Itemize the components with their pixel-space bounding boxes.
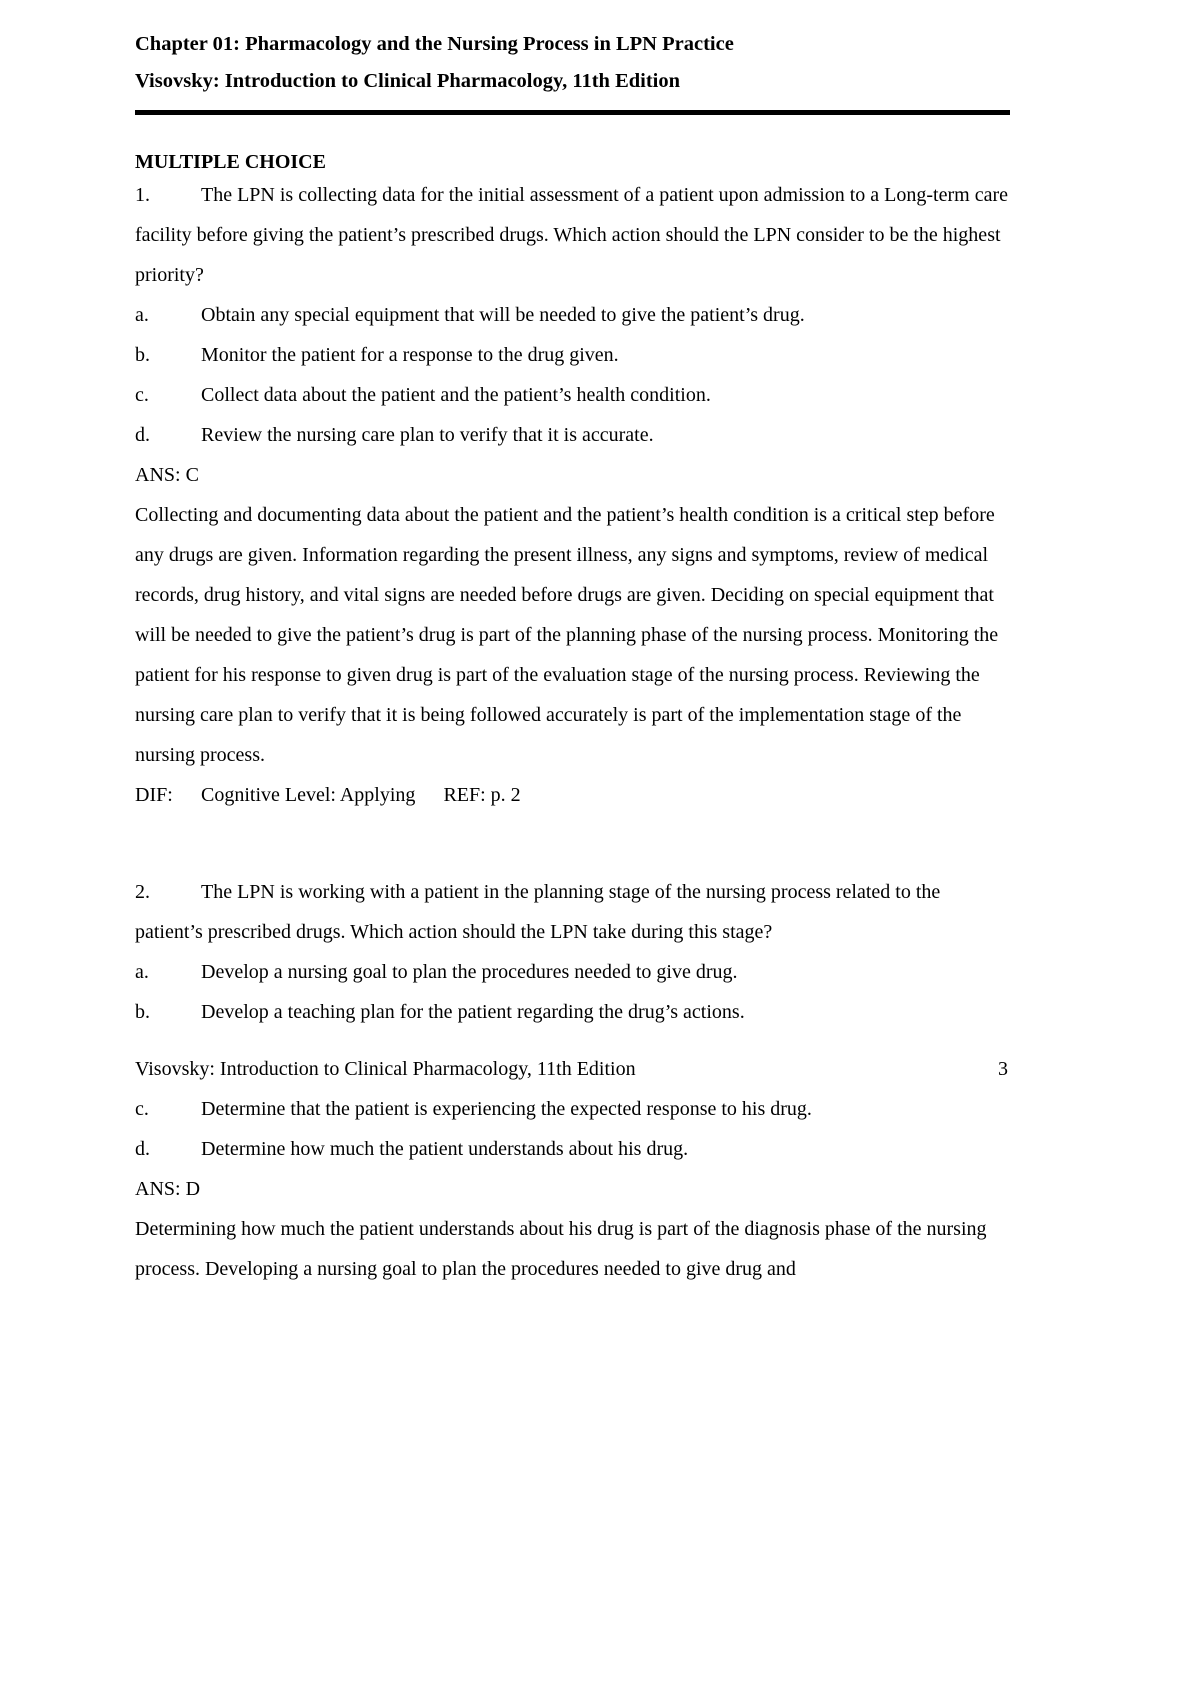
question-2-answer: ANS: D	[135, 1178, 201, 1200]
option-text: Obtain any special equipment that will be needed to give the patient’s drug.	[201, 304, 805, 326]
question-1-option-a	[135, 295, 1010, 335]
running-header	[135, 1049, 1010, 1089]
question-2-stem-text: The LPN is working with a patient in the planning stage of the nursing process related to the patient’s prescribed drugs. Which action should the LPN take during this stage?	[135, 881, 941, 943]
question-2-option-b	[135, 992, 1010, 1032]
option-letter: b.	[135, 344, 150, 366]
dif-value: Cognitive Level: Applying	[201, 784, 416, 806]
option-letter: d.	[135, 1138, 150, 1160]
question-1-dif-line	[135, 775, 1010, 815]
question-1-rationale: Collecting and documenting data about the patient and the patient’s health condition is a critical step before any drugs are given. Information regarding the present illness, any signs and symptoms, review of medical records, drug history, and vital signs are needed before drugs are given. Deciding on special equipment that will be needed to give the patient’s drug is part of the planning phase of the nursing process. Monitoring the patient for his response to given drug is part of the evaluation stage of the nursing process. Reviewing the nursing care plan to verify that it is being followed accurately is part of the implementation stage of the nursing process.	[135, 504, 999, 766]
question-2-stem	[135, 872, 1010, 952]
question-1-stem	[135, 175, 1010, 295]
document-header-line-1: Chapter 01: Pharmacology and the Nursing Process in LPN Practice	[135, 33, 734, 55]
option-text: Monitor the patient for a response to the drug given.	[201, 344, 619, 366]
question-1-stem-text: The LPN is collecting data for the initial assessment of a patient upon admission to a Long-term care facility before giving the patient’s prescribed drugs. Which action should the LPN consider to be the highest priority?	[135, 184, 1009, 286]
header-divider-rule	[135, 110, 1010, 115]
option-text: Develop a nursing goal to plan the procedures needed to give drug.	[201, 961, 738, 983]
ref-value: REF: p. 2	[443, 784, 521, 806]
section-title: MULTIPLE CHOICE	[135, 151, 326, 173]
question-2-option-c	[135, 1089, 1010, 1129]
option-letter: c.	[135, 1098, 149, 1120]
question-2-option-a	[135, 952, 1010, 992]
option-letter: b.	[135, 1001, 150, 1023]
option-letter: a.	[135, 304, 149, 326]
option-text: Determine that the patient is experiencing the expected response to his drug.	[201, 1098, 812, 1120]
option-letter: c.	[135, 384, 149, 406]
document-header-line-2: Visovsky: Introduction to Clinical Pharmacology, 11th Edition	[135, 70, 681, 92]
option-text: Develop a teaching plan for the patient regarding the drug’s actions.	[201, 1001, 745, 1023]
option-text: Determine how much the patient understands about his drug.	[201, 1138, 689, 1160]
question-1-answer: ANS: C	[135, 464, 199, 486]
question-1-number: 1.	[135, 184, 150, 206]
option-text: Collect data about the patient and the patient’s health condition.	[201, 384, 711, 406]
question-1-option-c	[135, 375, 1010, 415]
dif-label: DIF:	[135, 784, 173, 806]
question-1-option-b	[135, 335, 1010, 375]
question-2-rationale-partial: Determining how much the patient understands about his drug is part of the diagnosis phase of the nursing process. Developing a nursing goal to plan the procedures needed to give drug and	[135, 1218, 987, 1280]
question-2-option-d	[135, 1129, 1010, 1169]
page-number: 3	[998, 1058, 1008, 1080]
option-letter: a.	[135, 961, 149, 983]
option-text: Review the nursing care plan to verify that it is accurate.	[201, 424, 654, 446]
running-header-title: Visovsky: Introduction to Clinical Pharmacology, 11th Edition	[135, 1058, 636, 1080]
option-letter: d.	[135, 424, 150, 446]
question-2-number: 2.	[135, 881, 150, 903]
question-1-option-d	[135, 415, 1010, 455]
